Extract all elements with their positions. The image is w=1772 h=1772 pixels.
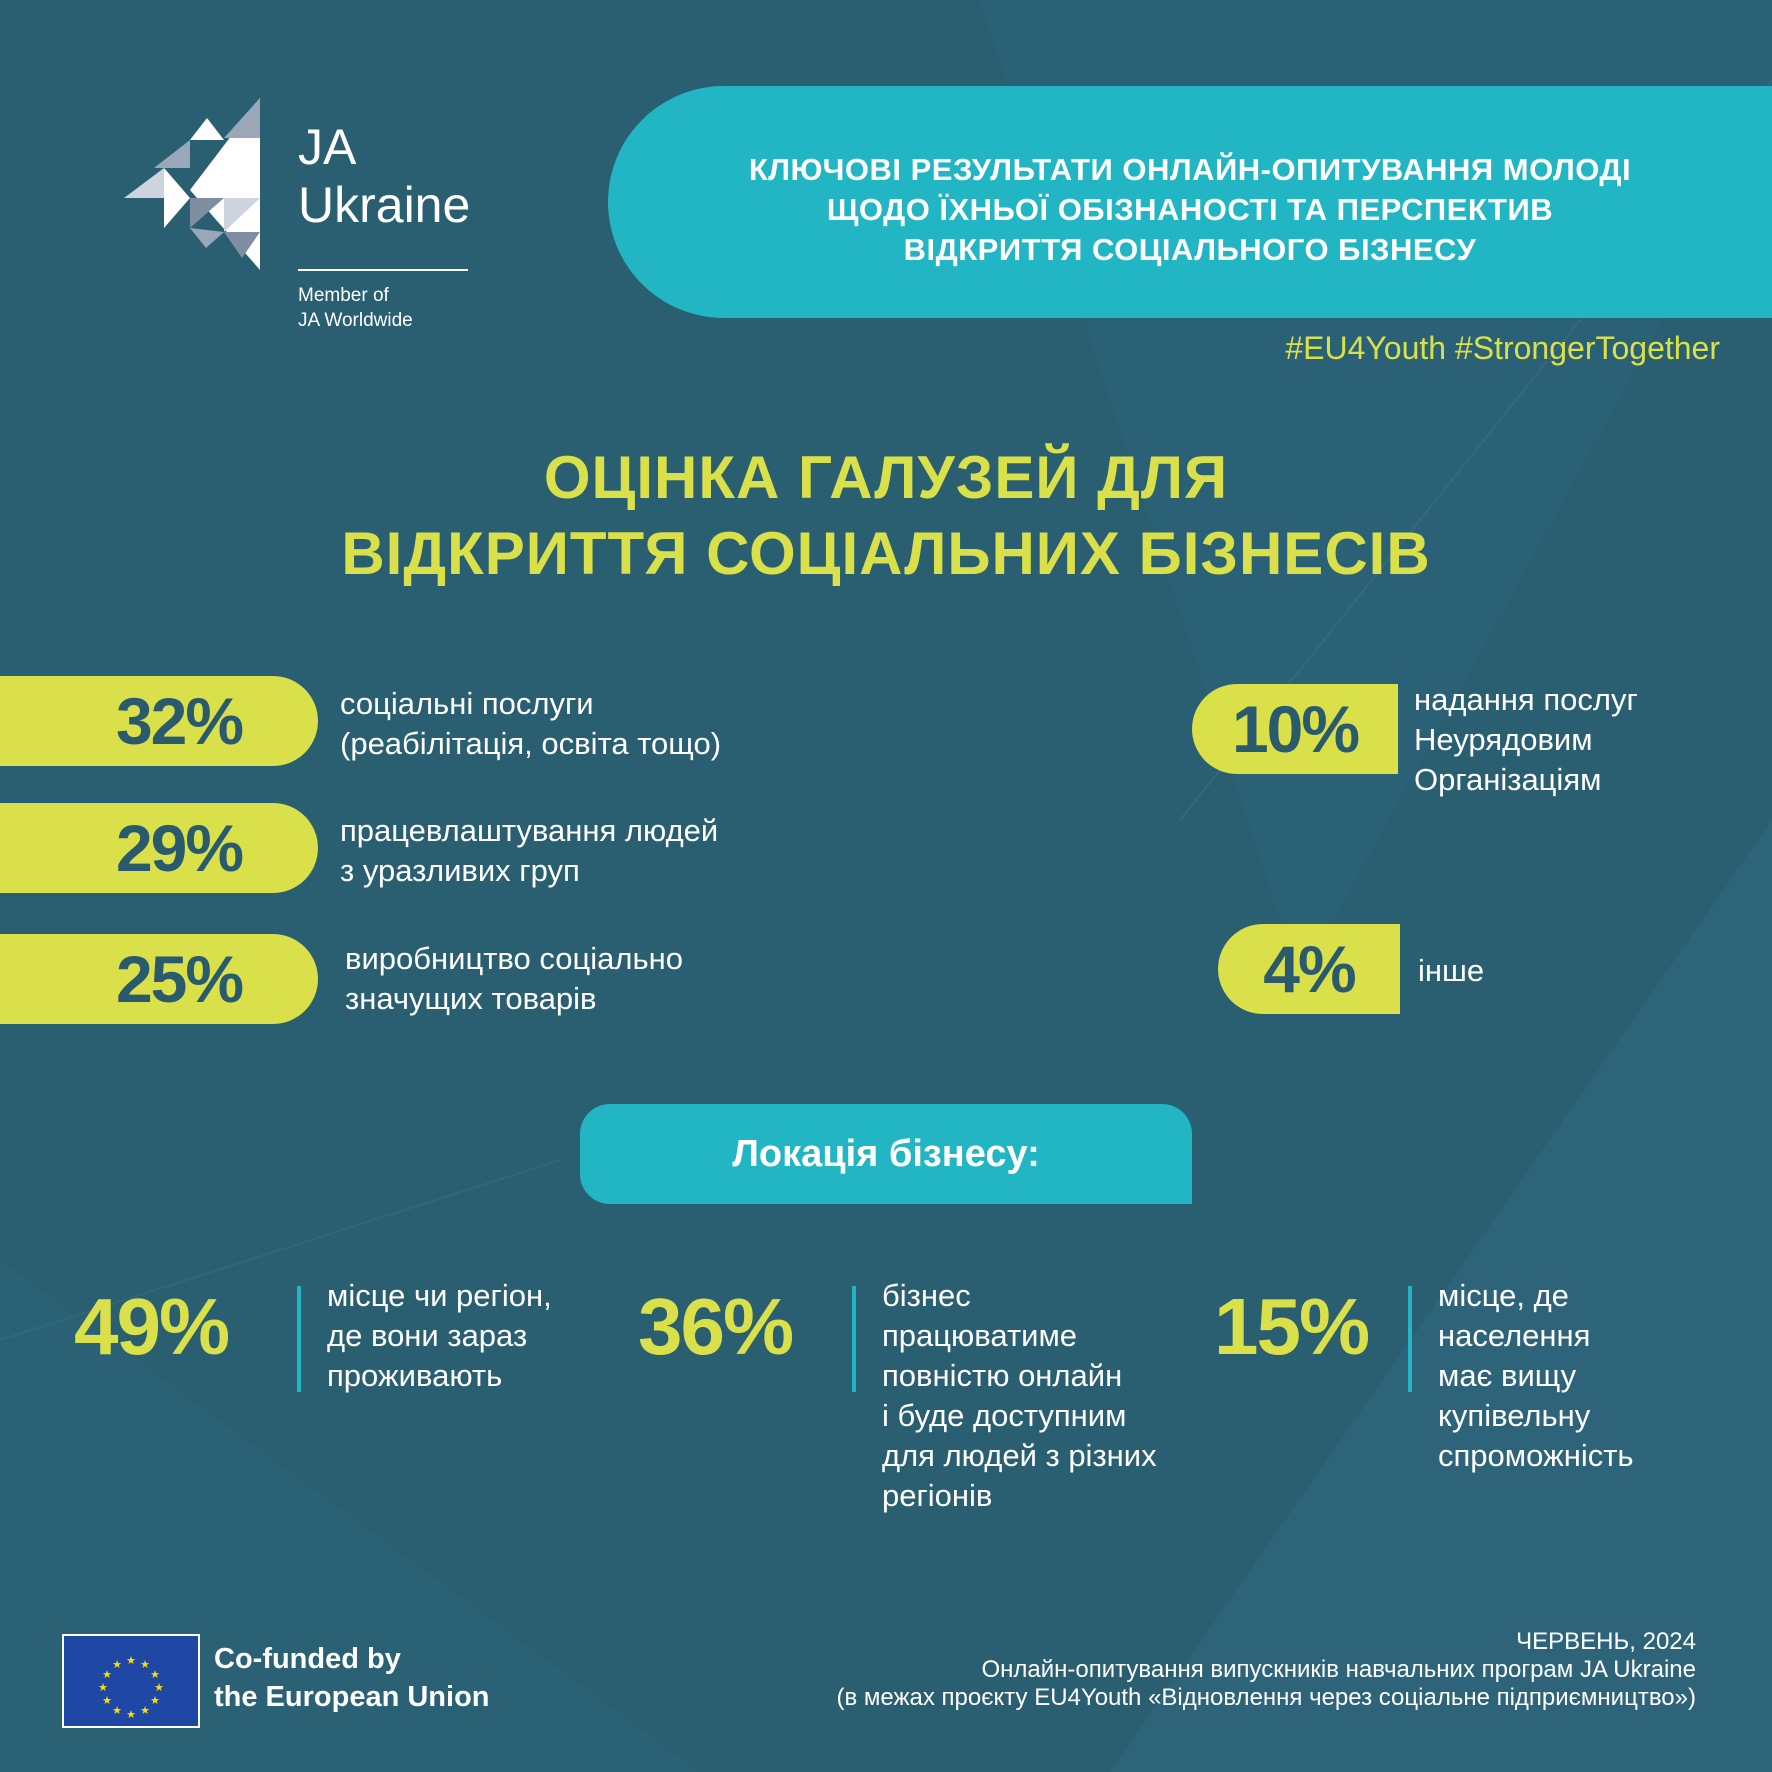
location-desc-line: бізнес	[882, 1278, 971, 1313]
logo-member-text	[298, 283, 413, 333]
svg-text:★: ★	[98, 1681, 108, 1694]
industry-description	[340, 684, 721, 764]
industry-desc-line: (реабілітація, освіта тощо)	[340, 726, 722, 761]
location-desc-line: спроможність	[1438, 1438, 1634, 1473]
source-line2: (в межах проєкту EU4Youth «Відновлення через соціальне підприємництво»)	[836, 1684, 1696, 1711]
location-desc-line: купівельну	[1438, 1398, 1591, 1433]
industry-value-pill: 4%	[1218, 924, 1400, 1014]
header-title-line: КЛЮЧОВІ РЕЗУЛЬТАТИ ОНЛАЙН-ОПИТУВАННЯ МОЛОДІ	[748, 152, 1632, 187]
location-desc-line: регіонів	[882, 1478, 993, 1513]
industry-desc-line: виробництво соціально	[345, 941, 683, 976]
svg-text:★: ★	[150, 1694, 160, 1707]
location-description	[1438, 1276, 1634, 1476]
cofund-line2: the European Union	[214, 1681, 490, 1713]
location-divider	[1408, 1286, 1412, 1392]
cofund-line1: Co-funded by	[214, 1643, 401, 1675]
location-desc-line: і буде доступним	[882, 1398, 1127, 1433]
location-desc-line: повністю онлайн	[882, 1358, 1123, 1393]
industry-desc-line: Організаціям	[1414, 762, 1602, 797]
industry-description	[345, 939, 683, 1019]
logo-line2: Ukraine	[298, 177, 471, 233]
location-desc-line: має вищу	[1438, 1358, 1577, 1393]
logo-wordmark	[298, 118, 470, 234]
location-description	[882, 1276, 1157, 1516]
industry-description	[1414, 680, 1638, 800]
location-value: 36%	[638, 1282, 793, 1371]
industry-desc-line: надання послуг	[1414, 682, 1638, 717]
svg-text:★: ★	[140, 1658, 150, 1671]
location-desc-line: місце, де	[1438, 1278, 1569, 1313]
logo-divider	[298, 269, 468, 271]
member-line2: JA Worldwide	[298, 310, 413, 331]
location-title: Локація бізнесу:	[580, 1104, 1192, 1204]
location-desc-line: населення	[1438, 1318, 1591, 1353]
source-date: ЧЕРВЕНЬ, 2024	[1516, 1628, 1696, 1655]
section-title-line2: ВІДКРИТТЯ СОЦІАЛЬНИХ БІЗНЕСІВ	[341, 520, 1431, 587]
location-value: 15%	[1214, 1282, 1369, 1371]
cofunded-label	[214, 1640, 490, 1716]
eu-stars-icon	[64, 1636, 198, 1726]
industry-desc-line: Неурядовим	[1414, 722, 1593, 757]
ja-logo-icon	[124, 98, 264, 270]
location-desc-line: де вони зараз	[327, 1318, 528, 1353]
svg-text:★: ★	[112, 1658, 122, 1671]
svg-text:★: ★	[102, 1694, 112, 1707]
location-description	[327, 1276, 552, 1396]
industry-value-pill: 32%	[0, 676, 318, 766]
location-divider	[852, 1286, 856, 1392]
member-line1: Member of	[298, 285, 389, 306]
svg-text:★: ★	[126, 1654, 136, 1667]
header-title-line: ВІДКРИТТЯ СОЦІАЛЬНОГО БІЗНЕСУ	[903, 232, 1477, 267]
source-note	[837, 1628, 1697, 1712]
location-desc-line: для людей з різних	[882, 1438, 1157, 1473]
svg-text:★: ★	[112, 1704, 122, 1717]
eu-flag-icon	[62, 1634, 200, 1728]
industry-value-pill: 25%	[0, 934, 318, 1024]
industry-value-pill: 29%	[0, 803, 318, 893]
industry-description	[1418, 951, 1484, 991]
industry-desc-line: з уразливих груп	[340, 853, 580, 888]
svg-text:★: ★	[126, 1708, 136, 1721]
industry-desc-line: інше	[1418, 953, 1485, 988]
location-desc-line: місце чи регіон,	[327, 1278, 552, 1313]
svg-text:★: ★	[154, 1681, 164, 1694]
header-title-line: ЩОДО ЇХНЬОЇ ОБІЗНАНОСТІ ТА ПЕРСПЕКТИВ	[826, 192, 1554, 227]
section-title	[0, 440, 1772, 592]
svg-text:★: ★	[140, 1704, 150, 1717]
hashtags: #EU4Youth #StrongerTogether	[1285, 330, 1720, 366]
logo-line1: JA	[298, 119, 357, 175]
svg-text:★: ★	[102, 1668, 112, 1681]
location-desc-line: працюватиме	[882, 1318, 1078, 1353]
industry-desc-line: значущих товарів	[345, 981, 597, 1016]
source-line1: Онлайн-опитування випускників навчальних програм JA Ukraine	[981, 1656, 1696, 1683]
industry-desc-line: працевлаштування людей	[340, 813, 719, 848]
location-desc-line: проживають	[327, 1358, 503, 1393]
header-title	[650, 150, 1730, 270]
svg-text:★: ★	[150, 1668, 160, 1681]
section-title-line1: ОЦІНКА ГАЛУЗЕЙ ДЛЯ	[543, 444, 1229, 511]
industry-description	[340, 811, 718, 891]
location-divider	[297, 1286, 301, 1392]
location-value: 49%	[74, 1282, 229, 1371]
industry-desc-line: соціальні послуги	[340, 686, 594, 721]
industry-value-pill: 10%	[1192, 684, 1398, 774]
